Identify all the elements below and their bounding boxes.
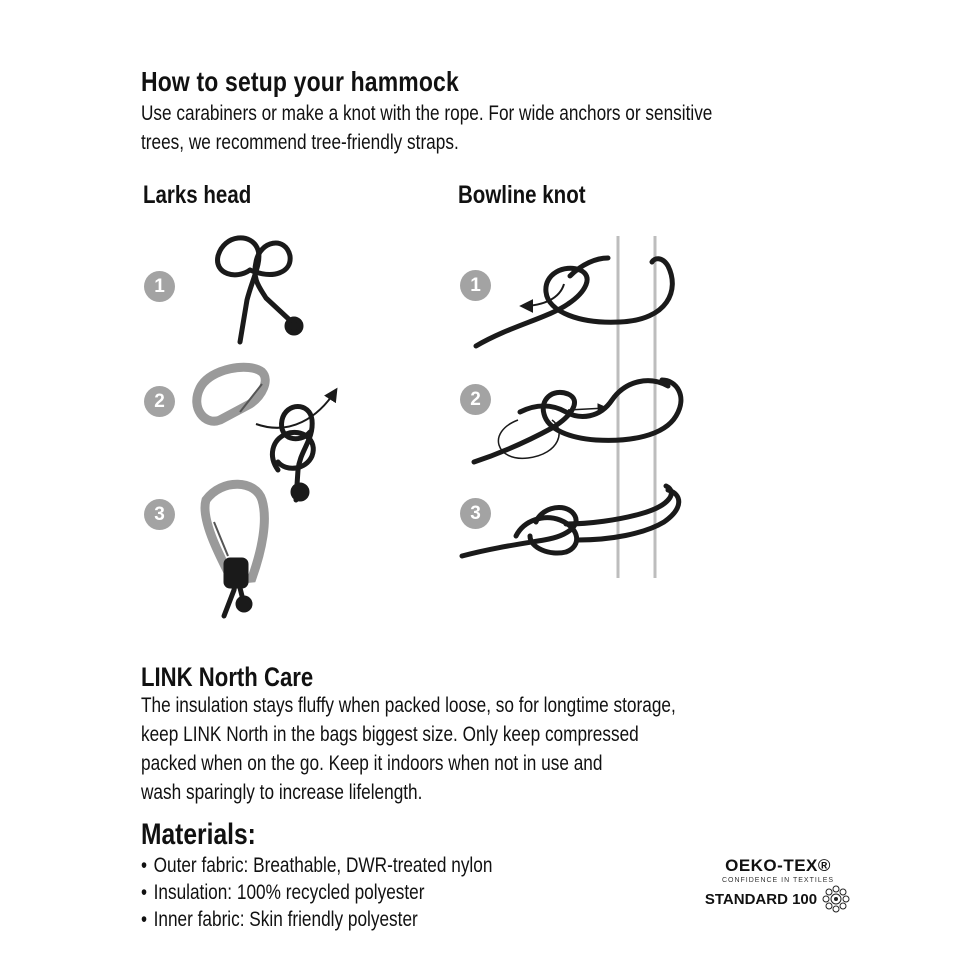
care-body — [141, 691, 676, 807]
setup-intro-line: Use carabiners or make a knot with the rope. For wide anchors or sensitive — [141, 102, 713, 125]
larks-step-2-badge: 2 — [144, 386, 175, 417]
materials-item: • Insulation: 100% recycled polyester — [141, 879, 492, 906]
oeko-tex-flower-icon — [821, 884, 851, 914]
materials-list — [141, 852, 492, 933]
larks-step-3-badge: 3 — [144, 499, 175, 530]
larks-step-1-badge: 1 — [144, 271, 175, 302]
bowline-knot-title: Bowline knot — [458, 181, 586, 209]
larks-step-3-rope-illustration — [224, 560, 250, 616]
bowline-step-1-rope-illustration — [476, 258, 672, 346]
larks-head-title: Larks head — [143, 181, 252, 209]
bowline-step-2-rope-illustration — [474, 380, 681, 462]
care-title: LINK North Care — [141, 662, 314, 692]
larks-step-2-carabiner-illustration — [197, 367, 265, 421]
materials-item: • Inner fabric: Skin friendly polyester — [141, 906, 492, 933]
larks-step-2-rope-illustration — [272, 407, 313, 501]
bowline-step-1-badge: 1 — [460, 270, 491, 301]
materials-title: Materials: — [141, 818, 256, 851]
bowline-step-3-rope-illustration — [462, 486, 679, 556]
larks-step-1-rope-illustration — [218, 238, 301, 342]
setup-intro-line: trees, we recommend tree-friendly straps. — [141, 131, 459, 154]
oeko-tex-tagline: CONFIDENCE IN TEXTILES — [721, 877, 835, 884]
care-line: keep LINK North in the bags biggest size. Only keep compressed — [141, 723, 639, 746]
bowline-step-1-arrow — [522, 284, 564, 306]
setup-title: How to setup your hammock — [141, 66, 459, 97]
care-line: The insulation stays fluffy when packed loose, so for longtime storage, — [141, 694, 676, 717]
oeko-tex-brand: OEKO-TEX® — [725, 856, 831, 875]
care-line: packed when on the go. Keep it indoors when not in use and — [141, 752, 603, 775]
care-line: wash sparingly to increase lifelength. — [141, 781, 423, 804]
bowline-step-3-badge: 3 — [460, 498, 491, 529]
bowline-step-2-badge: 2 — [460, 384, 491, 415]
materials-item: • Outer fabric: Breathable, DWR-treated nylon — [141, 852, 492, 879]
oeko-tex-badge — [693, 856, 863, 914]
oeko-tex-standard: STANDARD 100 — [704, 891, 818, 908]
